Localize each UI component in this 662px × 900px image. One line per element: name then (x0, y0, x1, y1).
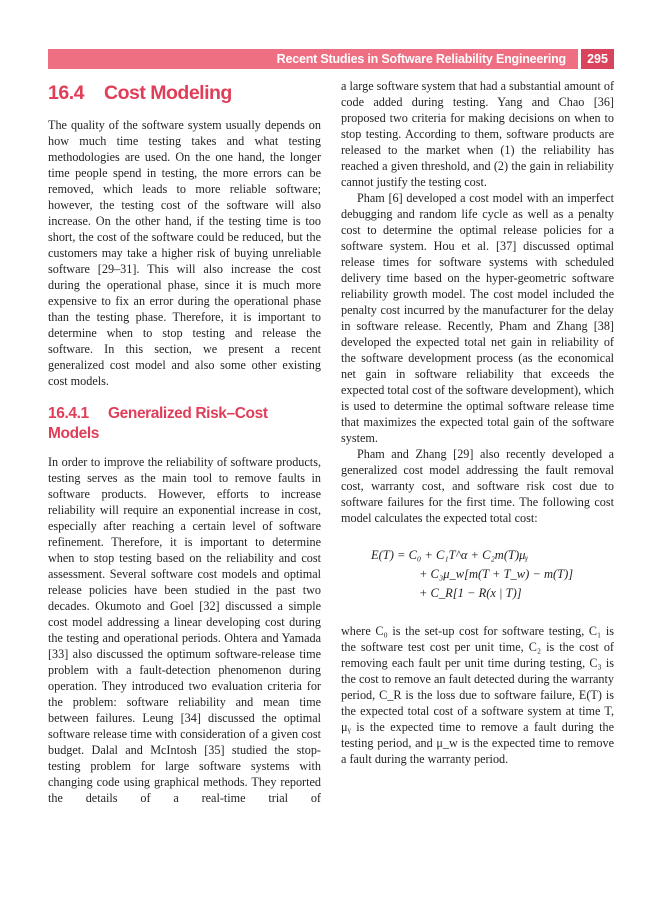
paragraph-1-continued: a large software system that had a substantial amount of code added during testing. Yang and Chao [36] proposed two criteria for making decisions on when to stop testing. According to them, software products are released to the market when (1) the reliability has reached a given threshold, and (2) the gain in reliability cannot justify the testing cost. (341, 79, 614, 189)
section-intro-paragraph: The quality of the software system usually depends on how much time testing takes and what testing methodologies are used. On the one hand, the longer time people spend in testing, the more errors can be removed, which leads to more reliable software; however, the testing cost of the software will also increase. On the other hand, if the testing time is too short, the cost of the software could be reduced, but the customers may take a higher risk of buying unreliable software [29–31]. This will also increase the cost during the operational phase, since it is much more expensive to fix an error during the operational phase than the testing phase. Therefore, it is important to determine when to stop testing and release the software. In this section, we present a recent generalized cost model and also some other existing cost models. (48, 118, 321, 388)
running-header (48, 49, 614, 69)
paragraph-2: Pham [6] developed a cost model with an imperfect debugging and random life cycle as well as a penalty cost to determine the optimal release policies for a software system. Hou et al. [37] discussed optimal release times for software systems with scheduled delivery time based on the hyper-geometric software reliability growth model. The cost model included the penalty cost incurred by the manufacturer for the delay in software release. Recently, Pham and Zhang [38] developed the expected total net gain in reliability of the software development process (as the economical net gain in software reliability that exceeds the expected total cost of the software development), which is used to determine the optimal software release time that maximizes the expected total gain of the software system. (341, 191, 614, 445)
subsection-title: Generalized Risk–Cost Models (48, 405, 268, 442)
section-title: Cost Modeling (104, 82, 232, 104)
subsection-heading (48, 404, 321, 444)
equation-line-1: E(T) = C₀ + C₁T^α + C₂m(T)μᵧ (371, 548, 529, 562)
page-number: 295 (578, 49, 614, 69)
paragraph-4: where C₀ is the set-up cost for software testing, C₁ is the software test cost per unit time, C₂ is the cost of removing each fault per unit time during testing, C₃ is the cost to remove an fault detected during the warranty period, C_R is the loss due to software failure, E(T) is the expected total cost of a software system at time T, μᵧ is the expected time to remove a fault during the testing period, and μ_w is the expected time to remove a fault during the warranty period. (341, 624, 614, 766)
section-heading (48, 81, 321, 105)
running-header-title: Recent Studies in Software Reliability Engineering (276, 52, 566, 66)
equation-line-3: + C_R[1 − R(x | T)] (419, 586, 522, 600)
paragraph-1: In order to improve the reliability of software products, testing serves as the main tool to remove faults in software products. However, efforts to increase reliability will require an exponential increase in cost, especially after reaching a certain level of software refinement. Therefore, it is important to determine when to stop testing based on the reliability and cost assessment. Several software cost models and optimal release policies have been studied in the past two decades. Okumoto and Goel [32] discussed a simple cost model addressing a linear developing cost during the testing and operational periods. Ohtera and Yamada [33] also discussed the optimum software-release time problem with a fault-detection phenomenon during operation. They introduced two evaluation criteria for the problem: software reliability and mean time between failures. Leung [34] discussed the optimal software release time with consideration of a given cost budget. Dalal and McIntosh [35] studied the stop-testing problem for large software systems with changing code using graphical methods. They reported the details of a real-time trial of (48, 455, 321, 805)
section-number: 16.4 (48, 82, 84, 104)
subsection-number: 16.4.1 (48, 405, 89, 422)
cost-equation (341, 546, 614, 603)
equation-line-2: + C₃μ_w[m(T + T_w) − m(T)] (419, 567, 574, 581)
left-column (48, 78, 321, 806)
paragraph-3: Pham and Zhang [29] also recently developed a generalized cost model addressing the fault removal cost, warranty cost, and software risk cost due to software failures for the first time. The following cost model calculates the expected total cost: (341, 447, 614, 525)
right-column (341, 78, 614, 767)
